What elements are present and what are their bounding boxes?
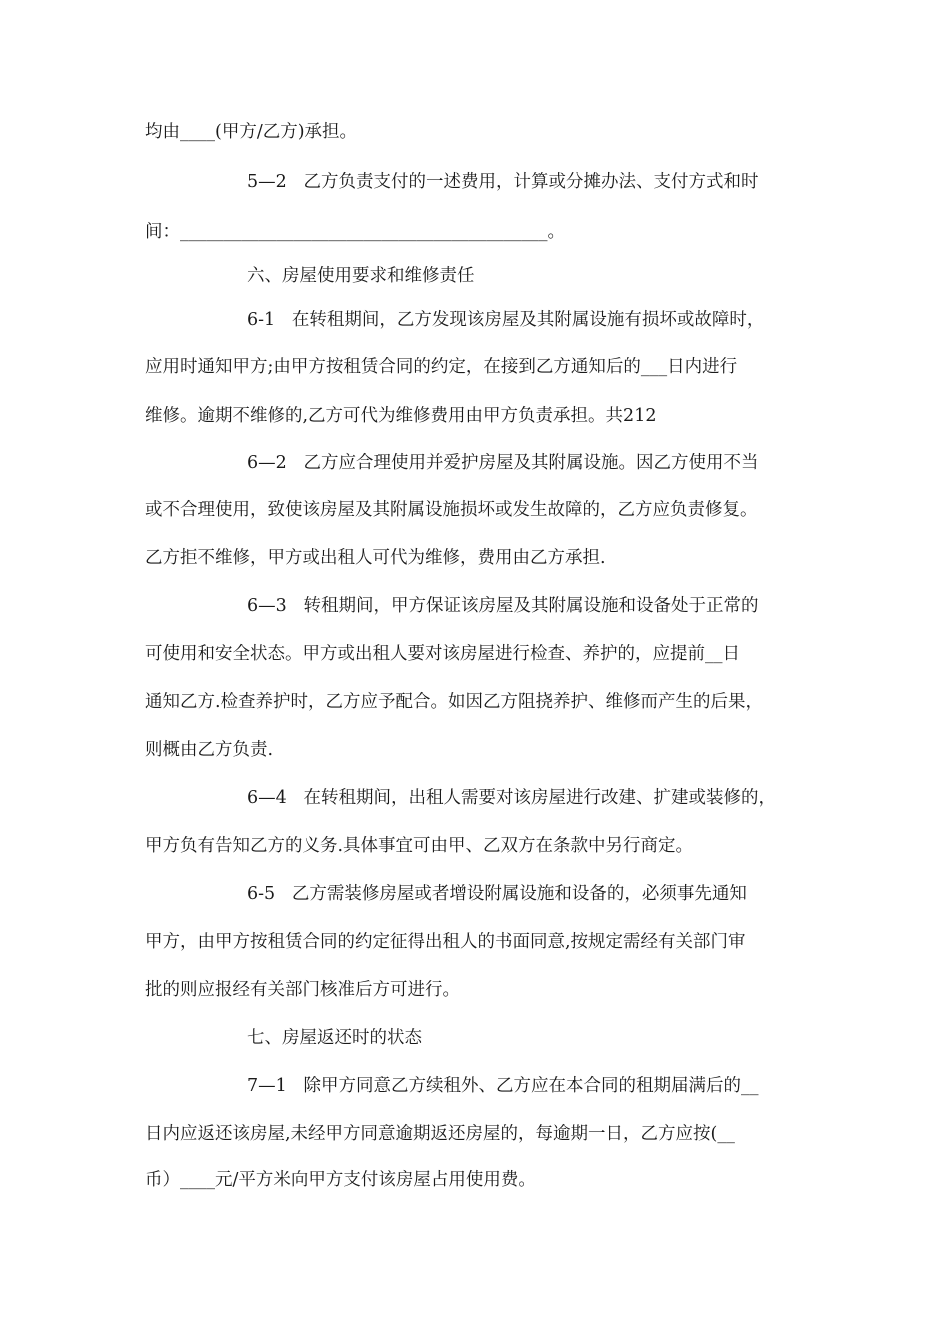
paragraph-line: 应用时通知甲方;由甲方按租赁合同的约定，在接到乙方通知后的___日内进行 <box>145 357 738 377</box>
clause-7-1-line: 7—1 除甲方同意乙方续租外、乙方应在本合同的租期届满后的__ <box>247 1076 759 1096</box>
paragraph-line: 日内应返还该房屋,未经甲方同意逾期返还房屋的，每逾期一日，乙方应按(__ <box>145 1124 735 1144</box>
paragraph-line: 均由____(甲方/乙方)承担。 <box>145 122 358 142</box>
paragraph-line: 或不合理使用，致使该房屋及其附属设施损坏或发生故障的，乙方应负责修复。 <box>145 500 758 520</box>
paragraph-line: 乙方拒不维修，甲方或出租人可代为维修，费用由乙方承担. <box>145 548 606 568</box>
paragraph-line: 维修。逾期不维修的,乙方可代为维修费用由甲方负责承担。共212 <box>145 406 657 426</box>
paragraph-line: 批的则应报经有关部门核准后方可进行。 <box>145 980 460 1000</box>
paragraph-line: 则概由乙方负责. <box>145 740 274 760</box>
clause-6-1-line: 6-1 在转租期间，乙方发现该房屋及其附属设施有损坏或故障时， <box>247 310 765 330</box>
section-heading-7: 七、房屋返还时的状态 <box>247 1028 422 1048</box>
section-heading-6: 六、房屋使用要求和维修责任 <box>247 266 475 286</box>
paragraph-line: 可使用和安全状态。甲方或出租人要对该房屋进行检查、养护的，应提前__日 <box>145 644 740 664</box>
paragraph-line: 通知乙方.检查养护时，乙方应予配合。如因乙方阻挠养护、维修而产生的后果， <box>145 692 764 712</box>
paragraph-line: 甲方，由甲方按租赁合同的约定征得出租人的书面同意,按规定需经有关部门审 <box>145 932 746 952</box>
paragraph-line: 甲方负有告知乙方的义务.具体事宜可由甲、乙双方在条款中另行商定。 <box>145 836 694 856</box>
clause-6-5-line: 6-5 乙方需装修房屋或者增设附属设施和设备的，必须事先通知 <box>247 884 747 904</box>
paragraph-line: 币）____元/平方米向甲方支付该房屋占用使用费。 <box>145 1170 536 1190</box>
clause-6-3-line: 6—3 转租期间，甲方保证该房屋及其附属设施和设备处于正常的 <box>247 596 759 616</box>
clause-5-2-line: 5—2 乙方负责支付的一述费用，计算或分摊办法、支付方式和时 <box>247 172 759 192</box>
clause-6-2-line: 6—2 乙方应合理使用并爱护房屋及其附属设施。因乙方使用不当 <box>247 453 759 473</box>
paragraph-line: 间：__________________________________________。 <box>145 222 565 242</box>
clause-6-4-line: 6—4 在转租期间，出租人需要对该房屋进行改建、扩建或装修的， <box>247 788 776 808</box>
